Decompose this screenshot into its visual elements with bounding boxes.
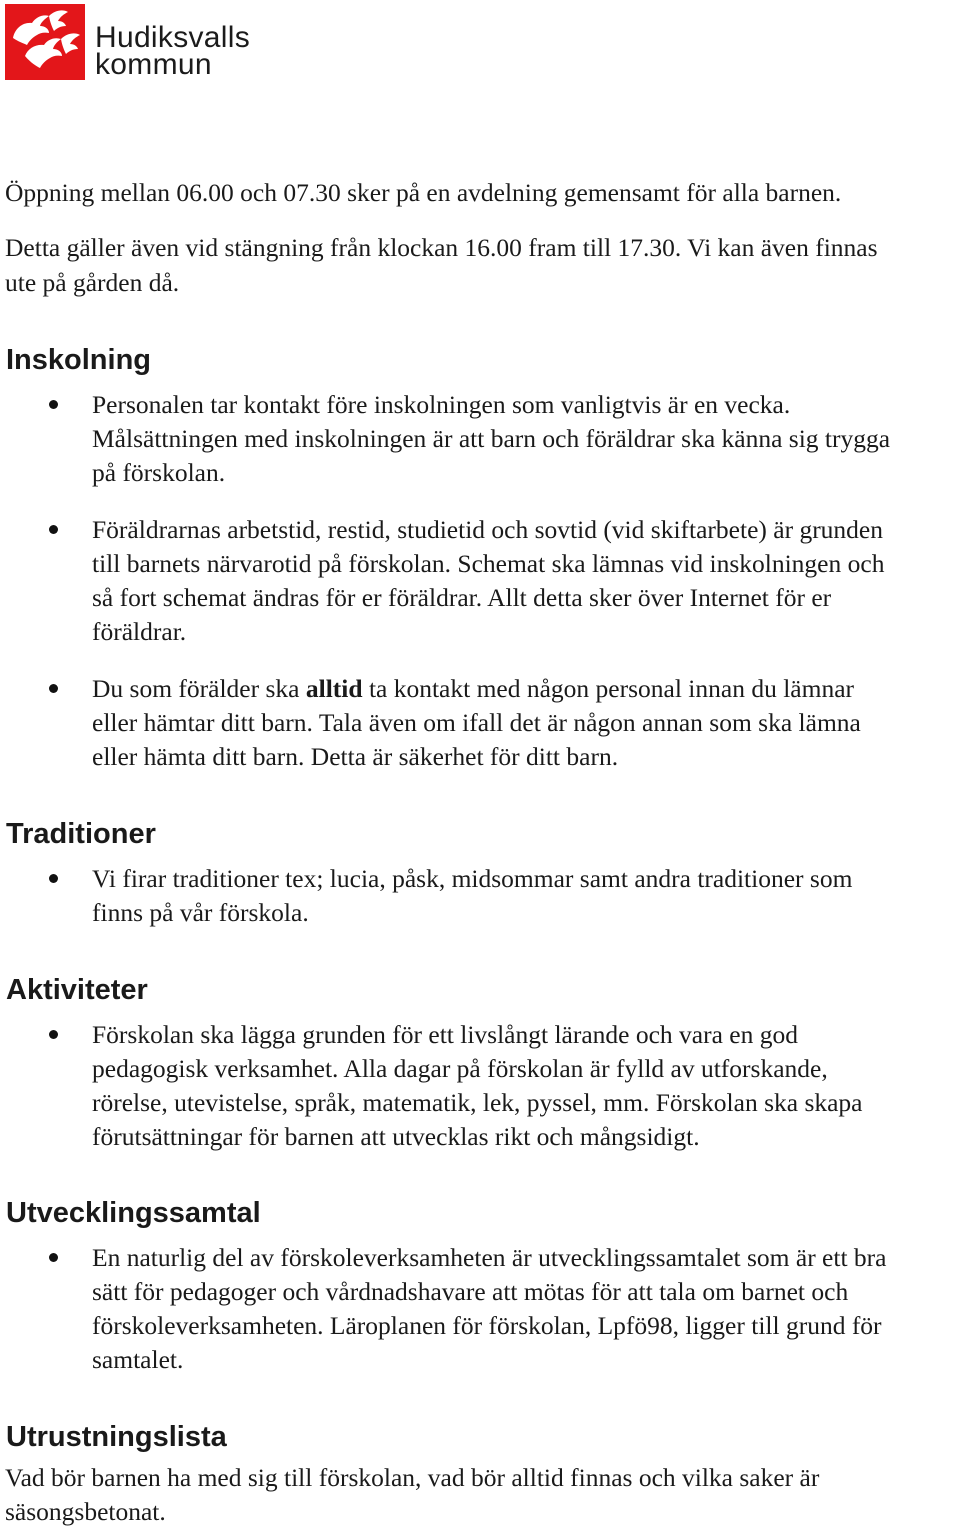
heading-traditioner: Traditioner xyxy=(6,818,156,850)
bullet-icon xyxy=(49,400,58,409)
text-line: eller hämta ditt barn. Detta är säkerhet för ditt barn. xyxy=(92,742,619,771)
inskolning-bullet-1 xyxy=(92,388,960,490)
inskolning-bullet-3 xyxy=(92,672,960,774)
text-line: Förskolan ska lägga grunden för ett livslångt lärande och vara en god xyxy=(92,1020,798,1049)
text-run: Du som förälder ska xyxy=(92,674,306,703)
text-line: så fort schemat ändras för er föräldrar. Allt detta sker över Internet för er xyxy=(92,583,832,612)
text-line: förutsättningar för barnen att utvecklas rikt och mångsidigt. xyxy=(92,1122,700,1151)
text-line: Personalen tar kontakt före inskolningen som vanligtvis är en vecka. xyxy=(92,390,791,419)
text-line: rörelse, utevistelse, språk, matematik, lek, pyssel, mm. Förskolan ska skapa xyxy=(92,1088,863,1117)
heading-utvecklingssamtal: Utvecklingssamtal xyxy=(6,1197,261,1229)
text-line: Föräldrarnas arbetstid, restid, studietid och sovtid (vid skiftarbete) är grunden xyxy=(92,515,883,544)
logo-wordmark xyxy=(95,21,251,81)
bullet-icon xyxy=(49,1253,58,1262)
text-line: pedagogisk verksamhet. Alla dagar på förskolan är fylld av utforskande, xyxy=(92,1054,828,1083)
utvecklingssamtal-bullet-1 xyxy=(92,1241,960,1377)
logo-line-2: kommun xyxy=(95,48,212,81)
heading-inskolning: Inskolning xyxy=(6,344,151,376)
aktiviteter-bullet-1 xyxy=(92,1018,960,1154)
inskolning-bullet-2 xyxy=(92,513,960,649)
text-line: samtalet. xyxy=(92,1345,184,1374)
text-run: ta kontakt med någon personal innan du lämnar xyxy=(362,674,855,703)
bullet-icon xyxy=(49,684,58,693)
text-line: på förskolan. xyxy=(92,458,226,487)
text-line: eller hämtar ditt barn. Tala även om ifall det är någon annan som ska lämna xyxy=(92,708,861,737)
utrustningslista-line-1: Vad bör barnen ha med sig till förskolan, vad bör alltid finnas och vilka saker är xyxy=(5,1463,820,1492)
intro-paragraph-2-line-2: ute på gården då. xyxy=(5,268,180,297)
text-line: till barnets närvarotid på förskolan. Schemat ska lämnas vid inskolningen och xyxy=(92,549,885,578)
goat-emblem-icon xyxy=(5,4,85,80)
bullet-icon xyxy=(49,1030,58,1039)
text-line: förskoleverksamheten. Läroplanen för förskolan, Lpfö98, ligger till grund för xyxy=(92,1311,882,1340)
text-line: finns på vår förskola. xyxy=(92,898,309,927)
logo-line-1: Hudiksvalls xyxy=(95,21,251,54)
text-line xyxy=(92,672,960,706)
text-line: Vi firar traditioner tex; lucia, påsk, midsommar samt andra traditioner som xyxy=(92,864,853,893)
text-line: sätt för pedagoger och vårdnadshavare att mötas för att tala om barnet och xyxy=(92,1277,849,1306)
heading-aktiviteter: Aktiviteter xyxy=(6,974,148,1006)
intro-paragraph-1: Öppning mellan 06.00 och 07.30 sker på en avdelning gemensamt för alla barnen. xyxy=(5,178,842,207)
text-line: En naturlig del av förskoleverksamheten är utvecklingssamtalet som är ett bra xyxy=(92,1243,887,1272)
emphasis-alltid: alltid xyxy=(305,674,363,703)
text-line: föräldrar. xyxy=(92,617,187,646)
bullet-icon xyxy=(49,525,58,534)
traditioner-bullet-1 xyxy=(92,862,960,930)
text-line: Målsättningen med inskolningen är att barn och föräldrar ska känna sig trygga xyxy=(92,424,891,453)
utrustningslista-line-2: säsongsbetonat. xyxy=(5,1497,166,1526)
bullet-icon xyxy=(49,874,58,883)
intro-paragraph-2-line-1: Detta gäller även vid stängning från klockan 16.00 fram till 17.30. Vi kan även finnas xyxy=(5,233,878,262)
hudiksvalls-kommun-logo xyxy=(5,4,305,84)
heading-utrustningslista: Utrustningslista xyxy=(6,1421,227,1453)
